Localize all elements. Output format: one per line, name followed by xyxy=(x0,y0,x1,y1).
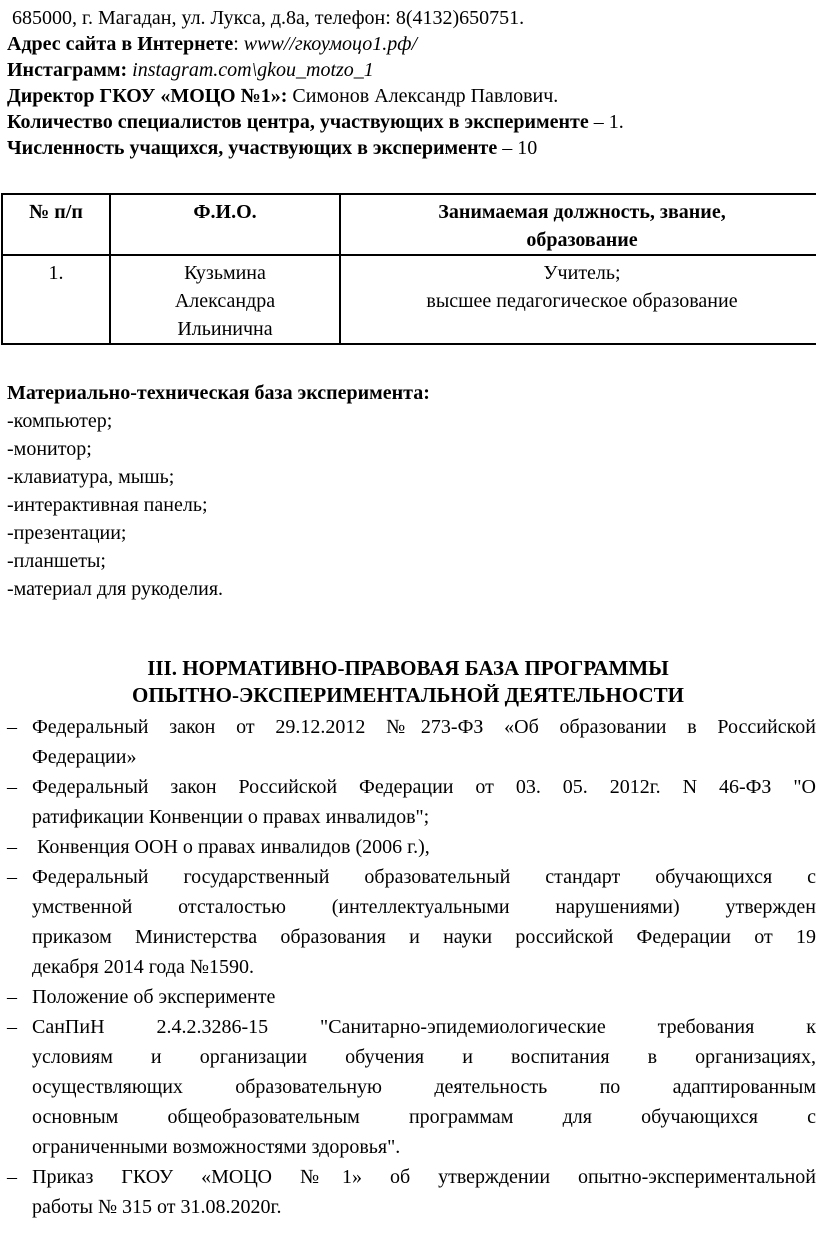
bullet-text-line: Положение об эксперименте xyxy=(32,986,276,1008)
legal-basis-list xyxy=(0,712,816,1222)
fio-line: Александра xyxy=(174,290,276,312)
dash-marker: – xyxy=(7,866,17,888)
website-label: Адрес сайта в Интернете xyxy=(7,33,234,55)
dash-marker: – xyxy=(7,716,17,738)
section-heading-line2: ОПЫТНО-ЭКСПЕРИМЕНТАЛЬНОЙ ДЕЯТЕЛЬНОСТИ xyxy=(132,683,684,707)
legal-list-item xyxy=(0,712,816,772)
bullet-text-line: осуществляющих образовательную деятельность по адаптированным xyxy=(32,1076,816,1098)
director-name: Симонов Александр Павлович. xyxy=(287,85,559,107)
bullet-text-line: Федеральный закон от 29.12.2012 №273-ФЗ «Об образовании в Российской xyxy=(32,716,816,738)
website-line xyxy=(7,31,816,57)
director-line xyxy=(7,83,816,109)
bullet-text-line: ограниченными возможностями здоровья". xyxy=(32,1136,401,1158)
students-line xyxy=(7,135,816,161)
material-item: -интерактивная панель; xyxy=(7,494,208,516)
table-header-row xyxy=(2,194,816,255)
cell-position xyxy=(340,255,816,344)
fio-line: Ильинична xyxy=(177,318,273,340)
legal-list-item xyxy=(0,982,816,1012)
instagram-line xyxy=(7,57,816,83)
legal-list-item xyxy=(0,772,816,832)
bullet-text-line: ратификации Конвенции о правах инвалидов"; xyxy=(32,806,430,828)
students-count: – 10 xyxy=(497,137,538,159)
specialists-line xyxy=(7,109,816,135)
specialists-label: Количество специалистов центра, участвующих в эксперименте xyxy=(7,111,589,133)
col-header-position xyxy=(340,194,816,255)
director-label: Директор ГКОУ «МОЦО №1»: xyxy=(7,85,288,107)
students-label: Численность учащихся, участвующих в эксперименте xyxy=(7,137,498,159)
legal-list-item xyxy=(0,1162,816,1222)
instagram-handle: instagram.com\gkou_motzo_1 xyxy=(127,59,374,81)
specialists-count: – 1. xyxy=(588,111,624,133)
cell-row-num: 1. xyxy=(2,255,110,344)
table-row xyxy=(2,255,816,344)
legal-list-item xyxy=(0,862,816,982)
website-url: www//гкоумоцо1.рф/ xyxy=(243,33,418,55)
bullet-text-line: условиям и организации обучения и воспитания в организациях, xyxy=(32,1046,816,1068)
address-line: 685000, г. Магадан, ул. Лукса, д.8а, телефон: 8(4132)650751. xyxy=(7,7,525,29)
position-line: Учитель; xyxy=(543,262,621,284)
bullet-text-line: декабря 2014 года №1590. xyxy=(32,956,254,978)
dash-marker: – xyxy=(7,836,17,858)
bullet-text-line: Федеральный государственный образовательный стандарт обучающихся с xyxy=(32,866,816,888)
material-item: -планшеты; xyxy=(7,550,106,572)
specialists-table xyxy=(1,193,816,345)
dash-marker: – xyxy=(7,776,17,798)
col-header-position-line2: образование xyxy=(526,229,638,251)
material-item: -материал для рукоделия. xyxy=(7,578,224,600)
cell-fio xyxy=(110,255,340,344)
website-colon: : xyxy=(233,33,244,55)
position-line: высшее педагогическое образование xyxy=(426,290,738,312)
org-info-block xyxy=(0,0,816,161)
dash-marker: – xyxy=(7,1016,17,1038)
bullet-text-line: Федеральный закон Российской Федерации от 03. 05. 2012г. N 46-ФЗ "О xyxy=(32,776,816,798)
bullet-text-line: основным общеобразовательным программам для обучающихся с xyxy=(32,1106,816,1128)
bullet-text-line: умственной отсталостью (интеллектуальными нарушениями) утвержден xyxy=(32,896,816,918)
materials-block xyxy=(7,379,816,603)
bullet-text-line: Федерации» xyxy=(32,746,137,768)
bullet-text-line: работы № 315 от 31.08.2020г. xyxy=(32,1196,282,1218)
material-item: -компьютер; xyxy=(7,410,113,432)
legal-list-item xyxy=(0,832,816,862)
material-item: -презентации; xyxy=(7,522,127,544)
section-heading xyxy=(0,655,816,709)
bullet-text-line: Конвенция ООН о правах инвалидов (2006 г.), xyxy=(32,836,430,858)
bullet-text-line: Приказ ГКОУ «МОЦО №1» об утверждении опытно-экспериментальной xyxy=(32,1166,816,1188)
material-item: -монитор; xyxy=(7,438,92,460)
bullet-text-line: приказом Министерства образования и науки российской Федерации от 19 xyxy=(32,926,816,948)
material-item: -клавиатура, мышь; xyxy=(7,466,175,488)
dash-marker: – xyxy=(7,986,17,1008)
col-header-position-line1: Занимаемая должность, звание, xyxy=(438,201,726,223)
fio-line: Кузьмина xyxy=(184,262,266,284)
section-heading-line1: III. НОРМАТИВНО-ПРАВОВАЯ БАЗА ПРОГРАММЫ xyxy=(147,656,669,680)
legal-list-item xyxy=(0,1012,816,1162)
materials-title: Материально-техническая база эксперимента: xyxy=(7,382,430,404)
col-header-num: № п/п xyxy=(2,194,110,255)
dash-marker: – xyxy=(7,1166,17,1188)
instagram-label: Инстаграмм: xyxy=(7,59,128,81)
col-header-name: Ф.И.О. xyxy=(110,194,340,255)
bullet-text-line: СанПиН 2.4.2.3286-15 "Санитарно-эпидемиологические требования к xyxy=(32,1016,816,1038)
